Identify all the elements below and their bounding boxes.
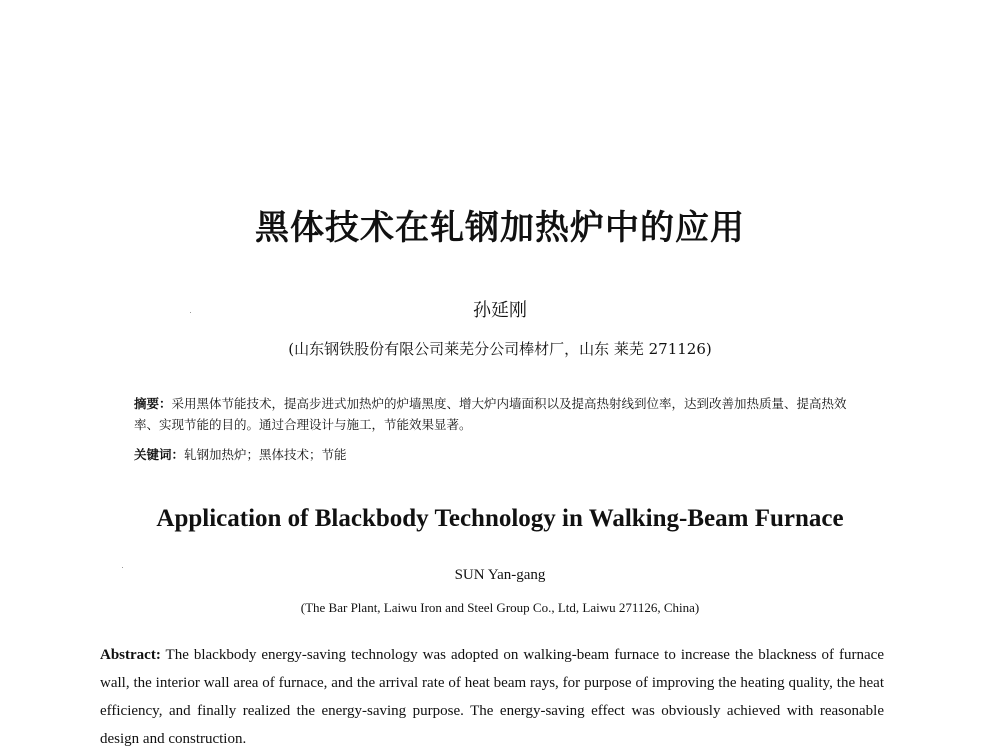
- scan-speck: [122, 567, 123, 568]
- english-author: SUN Yan-gang: [454, 567, 546, 583]
- english-abstract-label: Abstract:: [100, 647, 161, 663]
- english-affiliation: (The Bar Plant, Laiwu Iron and Steel Group Co., Ltd, Laiwu 271126, China): [300, 600, 700, 615]
- chinese-author: 孙延刚: [473, 300, 527, 321]
- english-abstract: [100, 641, 884, 753]
- chinese-keywords-label: 关键词：: [134, 447, 185, 462]
- chinese-abstract-label: 摘要：: [134, 396, 172, 411]
- scan-speck: [190, 312, 191, 313]
- chinese-keywords-text: 轧钢加热炉；黑体技术；节能: [184, 447, 347, 462]
- chinese-abstract: [134, 393, 864, 435]
- chinese-title: 黑体技术在轧钢加热炉中的应用: [255, 208, 745, 248]
- english-title: Application of Blackbody Technology in Walking-Beam Furnace: [156, 505, 844, 532]
- chinese-affiliation: (山东钢铁股份有限公司莱芜分公司棒材厂，山东 莱芜 271126): [288, 340, 712, 358]
- chinese-keywords: [134, 444, 864, 465]
- english-abstract-text: The blackbody energy-saving technology was adopted on walking-beam furnace to increase the blackness of furnace wall, the interior wall area of furnace, and the arrival rate of heat beam rays, for purpose of improving the heating quality, the heat efficiency, and finally realized the energy-saving purpose. The energy-saving effect was obviously achieved with reasonable design and construction.: [100, 647, 884, 747]
- chinese-abstract-text: 采用黑体节能技术，提高步进式加热炉的炉墙黑度、增大炉内墙面积以及提高热射线到位率，达到改善加热质量、提高热效率、实现节能的目的。通过合理设计与施工，节能效果显著。: [134, 396, 847, 432]
